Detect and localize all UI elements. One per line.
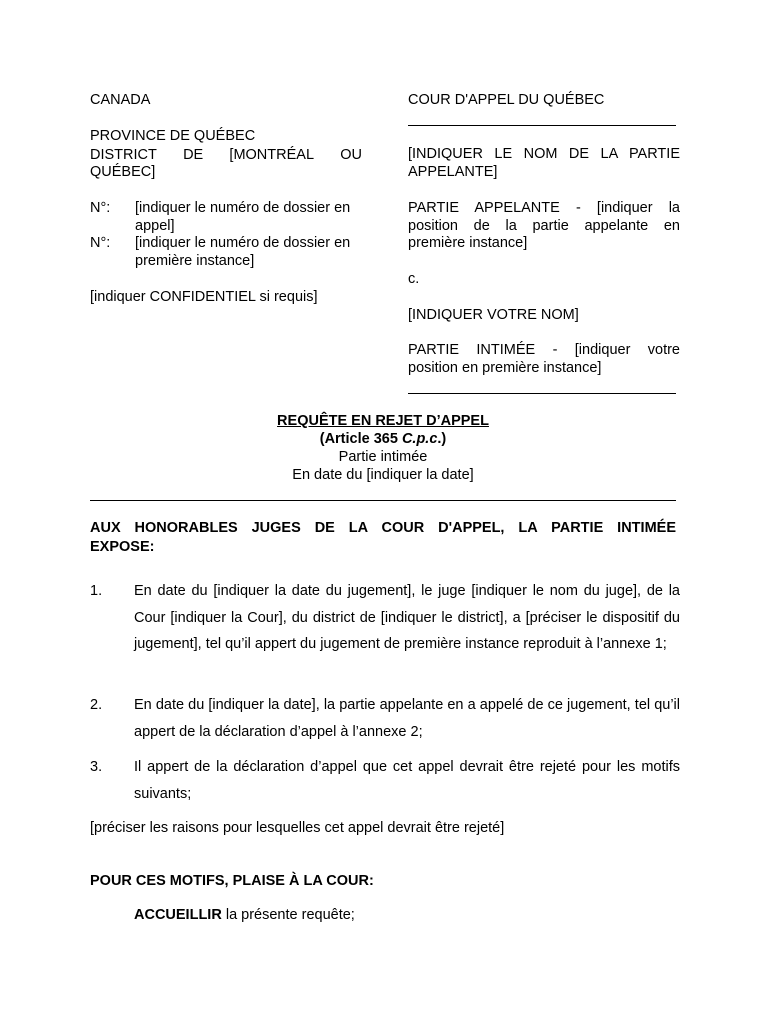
- title-separator: [90, 500, 676, 501]
- separator-line: [408, 393, 676, 394]
- article-reference: [90, 431, 676, 447]
- district-word: [MONTRÉAL: [229, 147, 315, 163]
- country-label: CANADA: [90, 92, 151, 108]
- article-code: C.p.c: [401, 431, 438, 447]
- court-name: COUR D'APPEL DU QUÉBEC: [408, 92, 605, 108]
- appeal-file-number: [indiquer le numéro de dossier en: [135, 200, 351, 216]
- confidential-note: [indiquer CONFIDENTIEL si requis]: [90, 289, 318, 305]
- appellant-role: PARTIE APPELANTE - [indiquer la: [408, 200, 680, 216]
- document-title-text: REQUÊTE EN REJET D’APPEL: [277, 413, 489, 429]
- district-word: DE: [183, 147, 204, 163]
- respondent-role: PARTIE INTIMÉE - [indiquer votre: [408, 342, 680, 358]
- versus-label: c.: [408, 271, 420, 287]
- article-suffix: .): [437, 431, 447, 447]
- conclusion-verb: ACCUEILLIR: [134, 907, 222, 923]
- respondent-name: [INDIQUER VOTRE NOM]: [408, 307, 579, 323]
- paragraph-number: 3.: [90, 759, 103, 775]
- district-word: DISTRICT: [90, 147, 157, 163]
- appellant-role-3: première instance]: [408, 235, 528, 251]
- first-instance-file-number: [indiquer le numéro de dossier en: [135, 235, 351, 251]
- paragraph-number: 2.: [90, 697, 103, 713]
- appellant-role-2: position de la partie appelante en: [408, 218, 680, 234]
- province-label: PROVINCE DE QUÉBEC: [90, 128, 256, 144]
- filing-date: En date du [indiquer la date]: [292, 467, 474, 483]
- district-word: OU: [340, 147, 362, 163]
- appeal-file-number-2: appel]: [135, 218, 175, 234]
- file-number-label: N°:: [90, 235, 111, 251]
- paragraph-text: En date du [indiquer la date], la partie appelante en a appelé de ce jugement, tel qu’il appert de la déclaration d’appel à l’annexe 2;: [134, 697, 680, 740]
- first-instance-file-number-2: première instance]: [135, 253, 255, 269]
- address-line: AUX HONORABLES JUGES DE LA COUR D'APPEL, LA PARTIE INTIMÉE: [90, 520, 676, 536]
- file-number-label: N°:: [90, 200, 111, 216]
- reasons-placeholder: [préciser les raisons pour lesquelles cet appel devrait être rejeté]: [90, 820, 505, 836]
- appellant-name-2: APPELANTE]: [408, 164, 498, 180]
- separator-line: [408, 125, 676, 126]
- district-line-2: QUÉBEC]: [90, 164, 156, 180]
- conclusion-item: [134, 907, 355, 923]
- district-line: [90, 146, 362, 164]
- paragraph-text: En date du [indiquer la date du jugement], le juge [indiquer le nom du juge], de la Cour [indiquer la Cour], du district de [indiquer le district], a [préciser le dispositif du jugement], tel qu’il appert du jugement de première instance reproduit à l’annexe 1;: [134, 583, 680, 652]
- respondent-role-2: position en première instance]: [408, 360, 602, 376]
- conclusion-heading: POUR CES MOTIFS, PLAISE À LA COUR:: [90, 873, 374, 889]
- conclusion-rest: la présente requête;: [221, 907, 355, 923]
- filing-party: Partie intimée: [338, 449, 428, 465]
- article-prefix: (Article 365: [319, 431, 402, 447]
- paragraph-number: 1.: [90, 583, 103, 599]
- appellant-name: [INDIQUER LE NOM DE LA PARTIE: [408, 146, 680, 162]
- address-line-2: EXPOSE:: [90, 539, 155, 555]
- document-title: [90, 413, 676, 429]
- paragraph-text: Il appert de la déclaration d’appel que cet appel devrait être rejeté pour les motifs suivants;: [134, 759, 680, 802]
